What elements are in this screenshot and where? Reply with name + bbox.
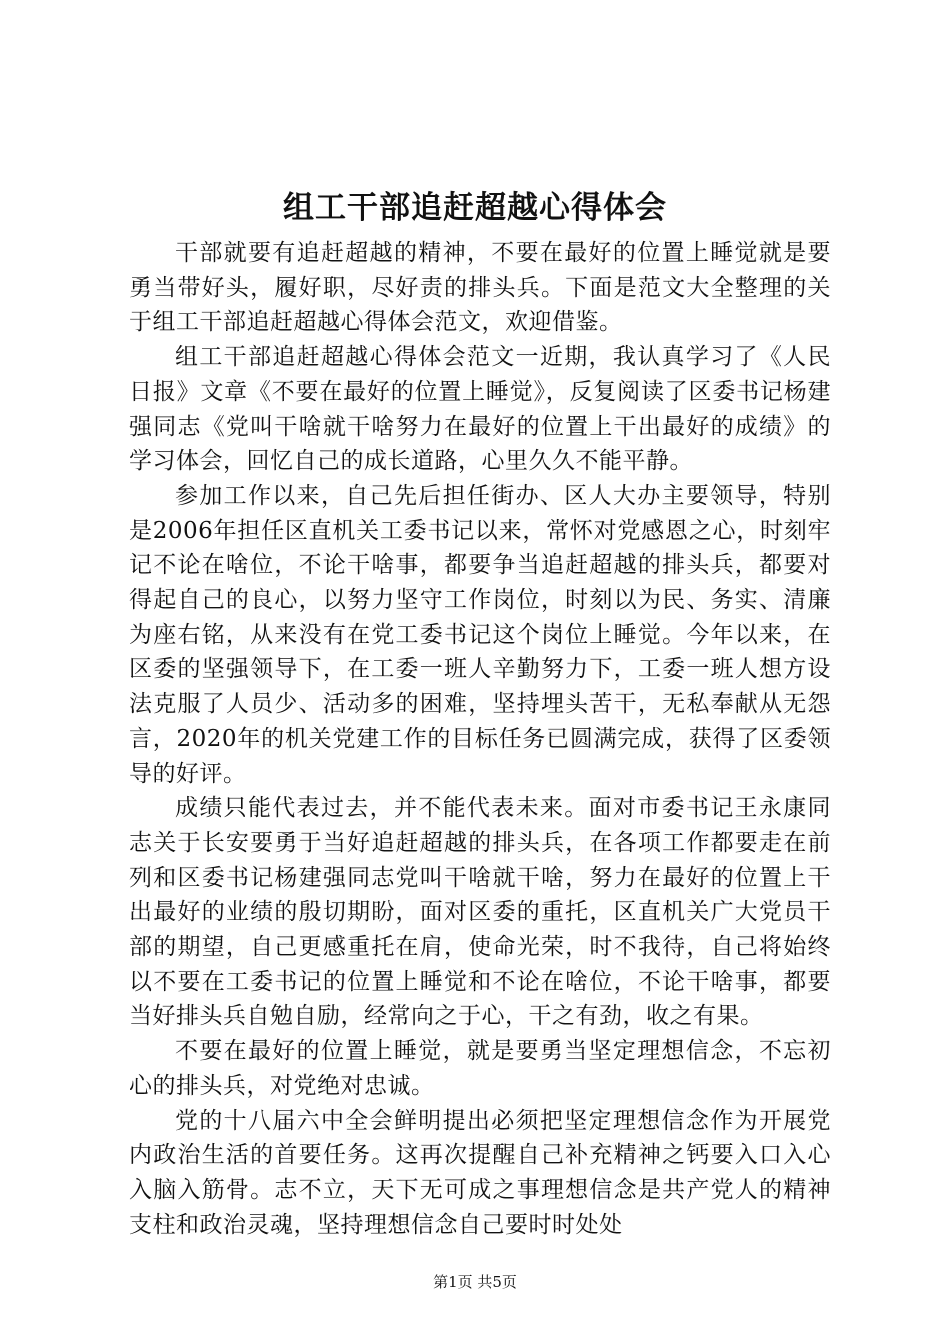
paragraph-4: 不要在最好的位置上睡觉，就是要勇当坚定理想信念，不忘初心的排头兵，对党绝对忠诚。 xyxy=(129,1038,831,1099)
page-number-footer: 第1页 共5页 xyxy=(433,1273,517,1291)
paragraph-3: 成绩只能代表过去，并不能代表未来。面对市委书记王永康同志关于长安要勇于当好追赶超越的排头兵，在各项工作都要走在前列和区委书记杨建强同志党叫干啥就干啥，努力在最好的位置上干出最好的业绩的殷切期盼，面对区委的重托，区直机关广大党员干部的期望，自己更感重托在肩，使命光荣，时不我待，自己将始终以不要在工委书记的位置上睡觉和不论在啥位，不论干啥事，都要当好排头兵自勉自励，经常向之于心，干之有劲，收之有果。 xyxy=(129,795,831,1030)
paragraph-intro: 干部就要有追赶超越的精神，不要在最好的位置上睡觉就是要勇当带好头，履好职，尽好责的排头兵。下面是范文大全整理的关于组工干部追赶超越心得体会范文，欢迎借鉴。 xyxy=(129,240,831,336)
document-title: 组工干部追赶超越心得体会 xyxy=(283,190,667,226)
document-body xyxy=(129,236,831,1242)
paragraph-2: 参加工作以来，自己先后担任街办、区人大办主要领导，特别是2006年担任区直机关工委书记以来，常怀对党感恩之心，时刻牢记不论在啥位，不论干啥事，都要争当追赶超越的排头兵，都要对得起自己的良心，以努力坚守工作岗位，时刻以为民、务实、清廉为座右铭，从来没有在党工委书记这个岗位上睡觉。今年以来，在区委的坚强领导下，在工委一班人辛勤努力下，工委一班人想方设法克服了人员少、活动多的困难，坚持埋头苦干，无私奉献从无怨言，2020年的机关党建工作的目标任务已圆满完成，获得了区委领导的好评。 xyxy=(129,482,831,787)
paragraph-1: 组工干部追赶超越心得体会范文一近期，我认真学习了《人民日报》文章《不要在最好的位置上睡觉》，反复阅读了区委书记杨建强同志《党叫干啥就干啥努力在最好的位置上干出最好的成绩》的学习体会，回忆自己的成长道路，心里久久不能平静。 xyxy=(129,344,831,475)
paragraph-5: 党的十八届六中全会鲜明提出必须把坚定理想信念作为开展党内政治生活的首要任务。这再次提醒自己补充精神之钙要入口入心入脑入筋骨。志不立，天下无可成之事理想信念是共产党人的精神支柱和政治灵魂，坚持理想信念自己要时时处处 xyxy=(129,1107,831,1238)
